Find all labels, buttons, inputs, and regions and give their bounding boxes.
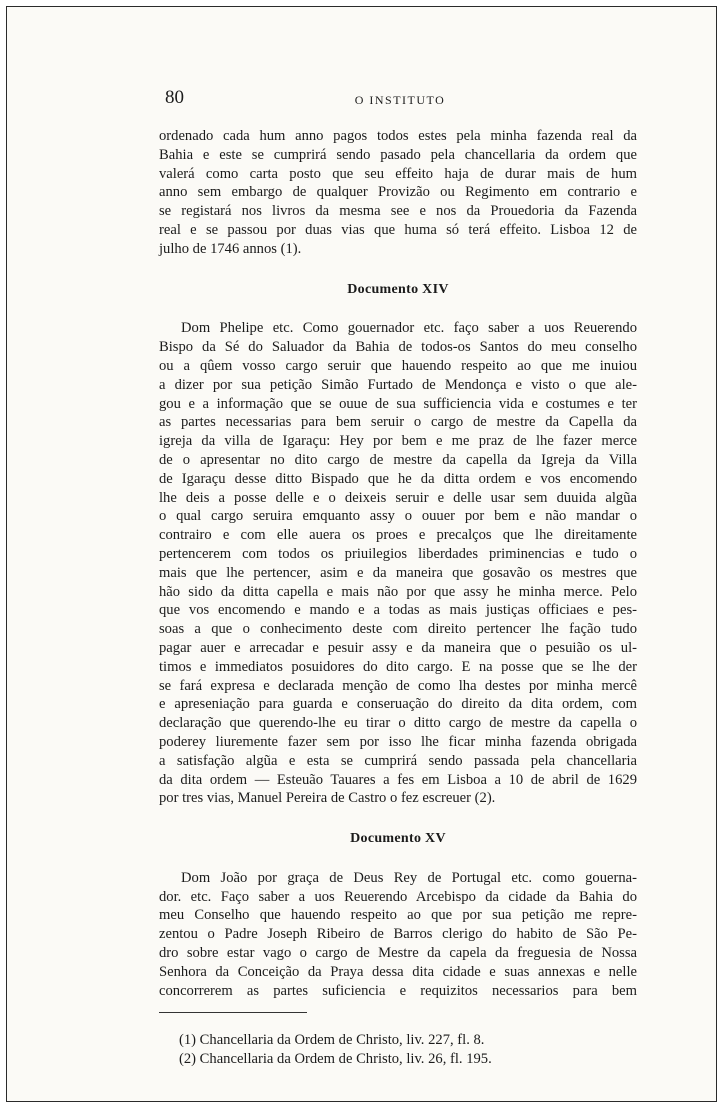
text-line: valerá como carta posto que seu effeito haja de durar mais de hum bbox=[159, 165, 637, 182]
text-line: pertencerem com todos os priuilegios liberdades priminencias e tudo o bbox=[159, 545, 637, 562]
text-line: Bispo da Sé do Saluador da Bahia de todos-os Santos do meu conselho bbox=[159, 339, 637, 356]
footnotes bbox=[159, 1031, 637, 1069]
book-page bbox=[6, 6, 717, 1102]
text-line: julho de 1746 annos (1). bbox=[159, 240, 302, 257]
footnote-divider bbox=[159, 1012, 307, 1013]
text-line: as partes necessarias para bem seruir o cargo de mestre da Capella da bbox=[159, 414, 637, 431]
text-line: contrairo e com elle auera os proes e precalços que lhe direitamente bbox=[159, 527, 637, 544]
text-line: real e se passou por duas vias que huma só terá effeito. Lisboa 12 de bbox=[159, 221, 637, 238]
text-line: o qual cargo seruira emquanto assy o ouuer por bem e não mandar o bbox=[159, 508, 637, 525]
text-line: anno sem embargo de qualquer Provizão ou Regimento em contrario e bbox=[159, 184, 637, 201]
text-line: poderey liuremente fazer sem por isso lhe ficar minha fazenda obrigada bbox=[159, 733, 637, 750]
text-line: Bahia e este se cumprirá sendo pasado pela chancellaria da ordem que bbox=[159, 146, 637, 163]
document-xv-text bbox=[159, 869, 637, 1001]
text-line: dor. etc. Faço saber a uos Reuerendo Arcebispo da cidade da Bahia do bbox=[159, 888, 637, 905]
intro-paragraph bbox=[159, 127, 637, 259]
document-xiv-title: Documento XIV bbox=[347, 281, 449, 297]
text-line: soas a que o conhecimento deste com direito pertencer lhe fação tudo bbox=[159, 621, 637, 638]
document-xv-title: Documento XV bbox=[350, 831, 446, 847]
text-line: gou e a informação que se ouue de sua sufficiencia vida e costumes e ter bbox=[159, 395, 637, 412]
text-line: a dizer por sua petição Simão Furtado de Mendonça e visto o que ale- bbox=[159, 376, 637, 393]
text-line: a satisfação algũa e esta se cumprirá sendo passada pela chancellaria bbox=[159, 752, 637, 769]
text-line: lhe deis a posse delle e o deixeis seruir e delle usar sem duuida algũa bbox=[159, 489, 637, 506]
text-line: Dom João por graça de Deus Rey de Portugal etc. como gouerna- bbox=[181, 869, 637, 886]
text-line: Dom Phelipe etc. Como gouernador etc. faço saber a uos Reuerendo bbox=[181, 320, 637, 337]
page-header bbox=[165, 87, 635, 111]
text-line: por tres vias, Manuel Pereira de Castro o fez escreuer (2). bbox=[159, 790, 496, 807]
text-line: meu Conselho que hauendo respeito ao que por sua petição me repre- bbox=[159, 907, 637, 924]
text-line: mais que lhe pertencer, asim e da maneira que gosavão os mestres que bbox=[159, 564, 637, 581]
text-line: ordenado cada hum anno pagos todos estes pela minha fazenda real da bbox=[159, 128, 637, 144]
footnote-1: (1) Chancellaria da Ordem de Christo, liv. 227, fl. 8. bbox=[179, 1032, 485, 1049]
text-line: se registará nos livros da mesma see e nos da Prouedoria da Fazenda bbox=[159, 203, 637, 220]
text-line: de o apresentar no dito cargo de mestre da capella da Igreja da Villa bbox=[159, 451, 637, 468]
footnote-2: (2) Chancellaria da Ordem de Christo, liv. 26, fl. 195. bbox=[179, 1051, 492, 1068]
page-number: 80 bbox=[165, 87, 184, 108]
running-head: O INSTITUTO bbox=[354, 93, 446, 107]
text-line: dro sobre estar vago o cargo de Mestre da capela da freguesia de Nossa bbox=[159, 945, 637, 962]
text-line: ou a qûem vosso cargo seruir que hauendo respeito ao que me inuiou bbox=[159, 357, 637, 374]
page-body bbox=[159, 127, 637, 1069]
text-line: zentou o Padre Joseph Ribeiro de Barros clerigo do habito de São Pe- bbox=[159, 926, 637, 943]
text-line: da dita ordem — Esteuão Tauares a fes em Lisboa a 10 de abril de 1629 bbox=[159, 771, 637, 788]
text-line: timos e immediatos posuidores do dito cargo. E na posse que se lhe der bbox=[159, 658, 637, 675]
document-xiv-text bbox=[159, 319, 637, 808]
text-line: se fará expresa e declarada menção de como lha destes por minha mercê bbox=[159, 677, 637, 694]
text-line: de Igaraçu desse ditto Bispado que he da ditta ordem e vos encomendo bbox=[159, 470, 637, 487]
text-line: igreja da villa de Igaraçu: Hey por bem e me praz de lhe fazer merce bbox=[159, 433, 637, 450]
text-line: declaração que querendo-lhe eu tirar o ditto cargo de mestre da capella o bbox=[159, 715, 637, 732]
text-line: hão sido da ditta capella e mais não por que assy he minha merce. Pelo bbox=[159, 583, 637, 600]
text-line: concorrerem as partes suficiencia e requizitos necessarios para bem bbox=[159, 982, 637, 999]
text-line: que vos encomendo e mando e a todas as mais justiças officiaes e pes- bbox=[159, 602, 637, 619]
text-line: e apreseniação para guarda e conseruação do direito da dita ordem, com bbox=[159, 696, 637, 713]
text-line: Senhora da Conceição da Praya dessa dita cidade e suas annexas e nelle bbox=[159, 963, 637, 980]
text-line: pagar auer e arrecadar e pesuir assy e da maneira que o pesuião os ul- bbox=[159, 639, 637, 656]
